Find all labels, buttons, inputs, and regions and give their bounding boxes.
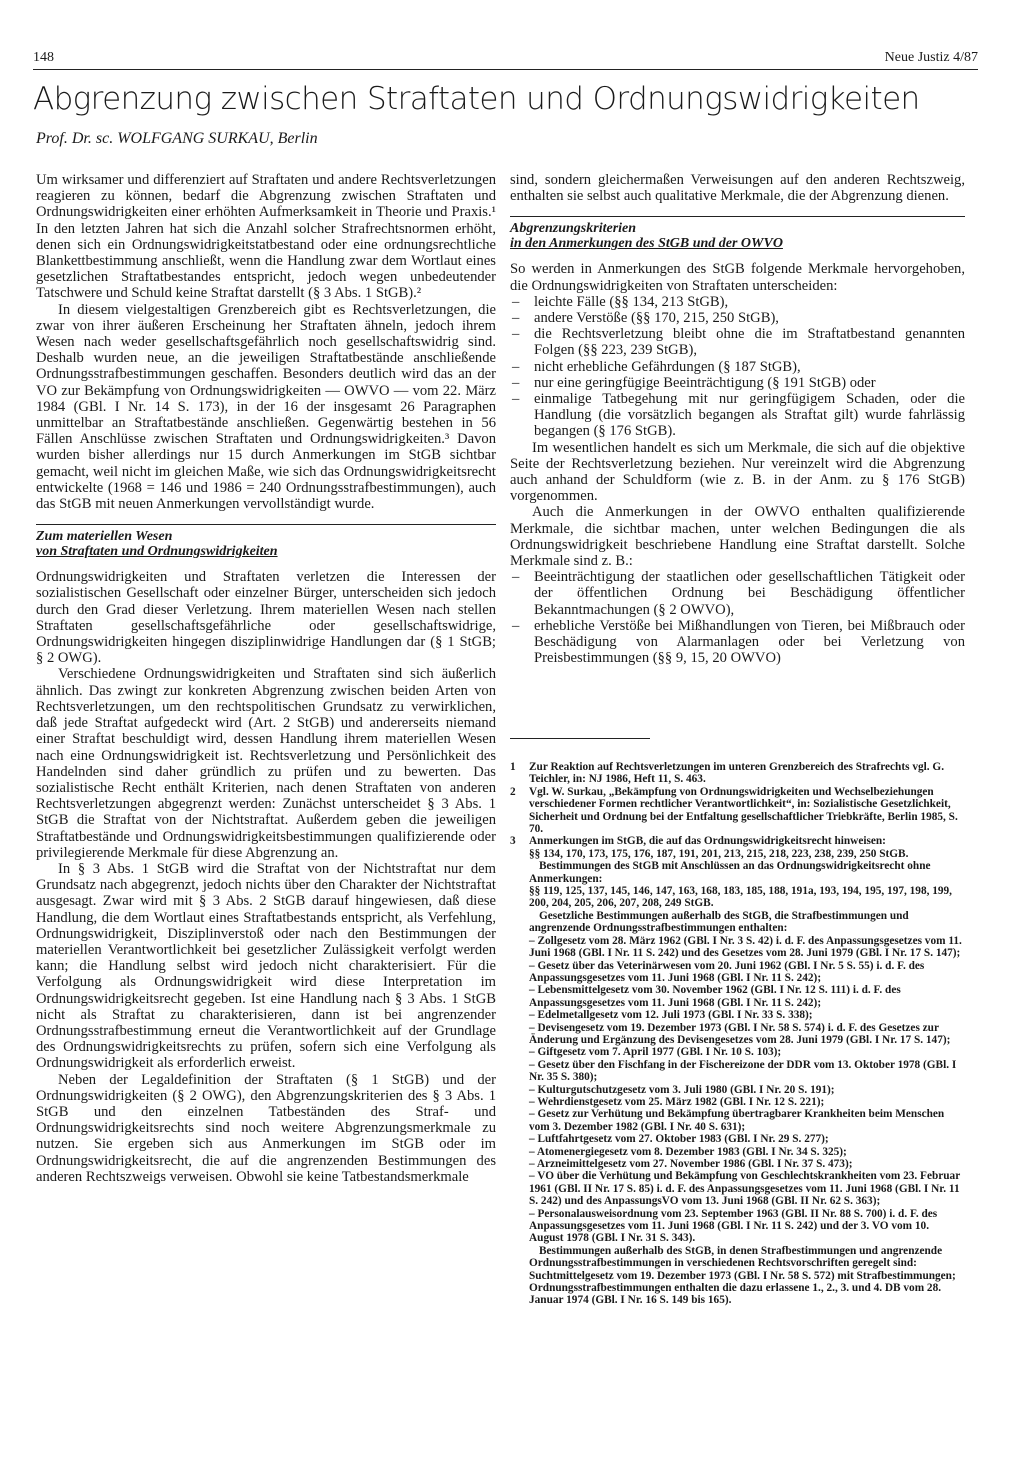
footnote-text: Zur Reaktion auf Rechtsverletzungen im unteren Grenzbereich des Strafrechts vgl. G. Teichler, in: NJ 1986, Heft 11, S. 463. <box>529 761 945 786</box>
statute-item: – Zollgesetz vom 28. März 1962 (GBl. I Nr. 3 S. 42) i. d. F. des Anpassungsgesetzes vom 11. Juni 1968 (GBl. I Nr. 11 S. 242) und des Gesetzes vom 28. Juni 1979 (GBl. I Nr. 17 S. 147); <box>529 934 962 960</box>
footnote-text: Vgl. W. Surkau, „Bekämpfung von Ordnungswidrigkeiten und Wechselbeziehungen verschiedener Formen rechtlicher Verantwortlichkeit“, in: Sozialistische Gesetzlichkeit, Sicherheit und Ordnung bei der Entfaltung gesellschaftlicher Triebkräfte, Berlin 1985, S. 70. <box>529 785 958 836</box>
statute-item: – Personalausweisordnung vom 23. September 1963 (GBl. II Nr. 88 S. 700) i. d. F. des Anpassungsgesetzes vom 11. Juni 1968 (GBl. I Nr. 11 S. 242) und der 3. VO vom 10. August 1978 (GBl. I Nr. 31 S. 343). <box>529 1207 938 1245</box>
section-heading-1 <box>36 524 496 559</box>
paragraph: Auch die Anmerkungen in der OWVO enthalten qualifizierende Merkmale, die sichtbar machen, unter welchen Bedingungen die als Ordnungswidrigkeit beschriebene Handlung eine Straftat darstellt. Solche Merkmale sind z. B.: <box>510 504 965 570</box>
heading-line: von Straftaten und Ordnungswidrigkeiten <box>36 544 278 560</box>
footnote-3 <box>510 835 965 847</box>
paragraph: sind, sondern gleichermaßen Verweisungen auf den anderen Rechtszweig, enthalten sie selbst auch qualitative Merkmale, die der Abgrenzung dienen. <box>510 172 965 205</box>
criteria-list-owvo <box>510 569 965 666</box>
paragraph: Verschiedene Ordnungswidrigkeiten und Straftaten sind sich äußerlich ähnlich. Das zwingt zur konkreten Abgrenzung zwischen beiden Arten von Rechtsverletzungen, um den rechtspolitischen Grundsatz zu verwirklichen, daß jede Straftat aufgedeckt wird (Art. 2 StGB) und andererseits niemand einer Straftat beschuldigt wird, dessen Handlung ihrem materiellen Wesen nach eine Ordnungswidrigkeit ist. Rechtsverletzung und Persönlichkeit des Handelnden sind daher gründlich zu prüfen und zu bewerten. Das sozialistische Recht enthält Kriterien, nach denen Straftaten von anderen Rechtsverletzungen abgegrenzt werden: Zunächst unterscheidet § 3 Abs. 1 StGB die Straftat von der Nichtstraftat. Außerdem geben die jeweiligen Straftatbestände und Ordnungswidrigkeitsbestimmungen qualifizierende oder privilegierende Merkmale für diese Abgrenzung an. <box>36 666 496 861</box>
footnote-number: 1 <box>510 761 516 773</box>
statute-item: – Gesetz über das Veterinärwesen vom 20. Juni 1962 (GBl. I Nr. 5 S. 55) i. d. F. des Anpassungsgesetzes vom 11. Juni 1968 (GBl. I Nr. 11 S. 242); <box>529 959 925 984</box>
footnote-3-body <box>510 848 965 1307</box>
list-item: – Beeinträchtigung der staatlichen oder gesellschaftlichen Tätigkeit oder der öffentlichen Ordnung bei Beschädigung öffentlicher Bekanntmachungen (§ 2 OWVO), <box>510 569 965 618</box>
statute-item: – Wehrdienstgesetz vom 25. März 1982 (GBl. I Nr. 12 S. 221); <box>529 1095 825 1108</box>
paragraph: Ordnungswidrigkeiten und Straftaten verletzen die Interessen der sozialistischen Gesellschaft oder einzelner Bürger, unterscheiden sich jedoch durch den Grad dieser Verletzung. Ihrem materiellen Wesen nach stellen Straftaten gesellschaftsgefährliche oder gesellschaftswidrige, Ordnungswidrigkeiten hingegen disziplinwidrige Handlungen dar (§ 1 StGB; § 2 OWG). <box>36 569 496 667</box>
list-item: – nicht erhebliche Gefährdungen (§ 187 StGB), <box>510 359 965 375</box>
right-column <box>510 172 965 666</box>
statute-item: – Edelmetallgesetz vom 12. Juli 1973 (GBl. I Nr. 33 S. 338); <box>529 1009 813 1022</box>
footnote-heading: Gesetzliche Bestimmungen außerhalb des StGB, die Strafbestimmungen und angrenzende Ordnungsstrafbestimmungen enthalten: <box>529 909 909 935</box>
list-item: – die Rechtsverletzung bleibt ohne die im Straftatbestand genannten Folgen (§§ 223, 239 StGB), <box>510 326 965 358</box>
footnote-text: §§ 119, 125, 137, 145, 146, 147, 163, 168, 183, 185, 188, 191a, 193, 194, 195, 197, 198, 199, 200, 204, 205, 206, 207, 208, 249 StGB. <box>529 885 953 910</box>
list-item: – andere Verstöße (§§ 170, 215, 250 StGB), <box>510 310 965 326</box>
journal-issue: Neue Justiz 4/87 <box>884 50 978 65</box>
footnote-heading: Bestimmungen des StGB mit Anschlüssen an das Ordnungswidrigkeitsrecht ohne Anmerkungen: <box>529 860 931 885</box>
heading-line: Abgrenzungskriterien <box>510 221 637 237</box>
paragraph: Um wirksamer und differenziert auf Straftaten und andere Rechtsverletzungen reagieren zu können, bedarf die Abgrenzung zwischen Straftaten und Ordnungswidrigkeiten einer erhöhten Aufmerksamkeit in Theorie und Praxis.¹ In den letzten Jahren hat sich die Anzahl solcher Strafrechtsnormen erhöht, denen sich ein Ordnungswidrigkeitstatbestand oder eine ordnungsrechtliche Blankettbestimmung anschließt, wenn die Handlung zwar dem Wortlaut eines gesetzlichen Straftatbestandes entspricht, jedoch wegen unbedeutender Tatschwere und Schuld keine Straftat darstellt (§ 3 Abs. 1 StGB).² <box>36 172 496 302</box>
section-heading-2 <box>510 216 965 251</box>
statute-item: – Devisengesetz vom 19. Dezember 1973 (GBl. I Nr. 58 S. 574) i. d. F. des Gesetzes zur Änderung und Ergänzung des Devisengesetzes vom 28. Juni 1979 (GBl. I Nr. 17 S. 147); <box>529 1021 951 1046</box>
heading-line: in den Anmerkungen des StGB und der OWVO <box>510 236 783 252</box>
article-title: Abgrenzung zwischen Straftaten und Ordnungswidrigkeiten <box>33 81 920 117</box>
list-item: – einmalige Tatbegehung mit nur geringfügigem Schaden, oder die Handlung (die vorsätzlich begangen als Straftat gilt) wurde fahrlässig begangen (§ 176 StGB). <box>510 391 965 440</box>
statute-item: – Gesetz zur Verhütung und Bekämpfung übertragbarer Krankheiten beim Menschen vom 3. Dezember 1982 (GBl. I Nr. 40 S. 631); <box>529 1108 945 1133</box>
statute-item: – Gesetz über den Fischfang in der Fischereizone der DDR vom 13. Oktober 1978 (GBl. I Nr. 35 S. 380); <box>529 1058 957 1084</box>
footnote-text: Suchtmittelgesetz vom 19. Dezember 1973 (GBl. I Nr. 58 S. 572) mit Strafbestimmungen; Ordnungsstrafbestimmungen enthalten die dazu erlassene 1., 2., 3. und 4. DB vom 28. Januar 1974 (GBl. I Nr. 16 S. 149 bis 165). <box>529 1269 956 1307</box>
header-rule <box>33 69 978 70</box>
footnote-number: 3 <box>510 835 516 848</box>
paragraph: In § 3 Abs. 1 StGB wird die Straftat von der Nichtstraftat nur dem Grundsatz nach abgegrenzt, jedoch nichts über den Charakter der Nichtstraftat ausgesagt. Zwar wird mit § 3 Abs. 2 StGB darauf hingewiesen, daß diese Handlung, die dem Wortlaut eines Straftatbestands entspricht, als Verfehlung, Ordnungswidrigkeit, Disziplinverstoß oder nach den Bestimmungen der materiellen Verantwortlichkeit bei gesetzlicher Zulässigkeit verfolgt werden kann; die Handlung selbst wird jedoch nicht charakterisiert. Für die Verfolgung als Ordnungswidrigkeit wird diese Interpretation im Ordnungswidrigkeitsrecht gegeben. Ist eine Handlung nach § 3 Abs. 1 StGB nicht als Straftat zu charakterisieren, dann ist bei angrenzender Ordnungsstrafbestimmung erneut die Verantwortlichkeit auf der Grundlage des Ordnungswidrigkeitsrechts zu prüfen, sofern sich eine Verfolgung als Ordnungswidrigkeit als erforderlich erweist. <box>36 860 496 1072</box>
footnote-rule <box>510 738 650 739</box>
criteria-list-stgb <box>510 294 965 440</box>
footnote-2 <box>510 786 965 836</box>
statute-item: – Lebensmittelgesetz vom 30. November 1962 (GBl. I Nr. 12 S. 111) i. d. F. des Anpassungsgesetzes vom 11. Juni 1968 (GBl. I Nr. 11 S. 242); <box>529 984 901 1009</box>
left-column <box>36 172 496 1185</box>
list-item: – nur eine geringfügige Beeinträchtigung (§ 191 StGB) oder <box>510 375 965 391</box>
statute-list <box>529 935 965 1245</box>
page-number: 148 <box>33 50 54 65</box>
heading-line: Zum materiellen Wesen <box>36 529 173 545</box>
statute-item: – Giftgesetz vom 7. April 1977 (GBl. I Nr. 10 S. 103); <box>529 1046 782 1059</box>
footnote-text: §§ 134, 170, 173, 175, 176, 187, 191, 201, 213, 215, 218, 223, 238, 239, 250 StGB. <box>529 847 909 860</box>
statute-item: – Luftfahrtgesetz vom 27. Oktober 1983 (GBl. I Nr. 29 S. 277); <box>529 1133 829 1146</box>
footnotes <box>510 738 965 1307</box>
statute-item: – Atomenergiegesetz vom 8. Dezember 1983 (GBl. I Nr. 34 S. 325); <box>529 1145 847 1158</box>
footnote-heading: Bestimmungen außerhalb des StGB, in denen Strafbestimmungen und angrenzende Ordnungsstrafbestimmungen in verschiedenen Rechtsvorschriften geregelt sind: <box>529 1244 943 1270</box>
list-item: – leichte Fälle (§§ 134, 213 StGB), <box>510 294 965 310</box>
paragraph: So werden in Anmerkungen des StGB folgende Merkmale hervorgehoben, die Ordnungswidrigkeiten von Straftaten unterscheiden: <box>510 261 965 294</box>
statute-item: – Kulturgutschutzgesetz vom 3. Juli 1980 (GBl. I Nr. 20 S. 191); <box>529 1083 835 1096</box>
list-item: – erhebliche Verstöße bei Mißhandlungen von Tieren, bei Mißbrauch oder Beschädigung von Alarmanlagen oder bei Verletzung von Preisbestimmungen (§§ 9, 15, 20 OWVO) <box>510 618 965 667</box>
running-head <box>33 50 978 68</box>
footnote-1 <box>510 761 965 786</box>
paragraph: In diesem vielgestaltigen Grenzbereich gibt es Rechtsverletzungen, die zwar von ihrer äußeren Erscheinung her Straftaten ähneln, jedoch ihrem Wesen nach weder gesellschaftsgefährlich noch gesellschaftswidrig sind. Deshalb wurden neue, an die jeweiligen Straftatbestände anschließende Ordnungsstrafbestimmungen geschaffen. Besonders deutlich wird das an der VO zur Bekämpfung von Ordnungswidrigkeiten — OWVO — vom 22. März 1984 (GBl. I Nr. 14 S. 173), in der 16 der insgesamt 26 Paragraphen unmittelbar an Straftatbestände anschließen. Gegenwärtig bestehen in 56 Fällen Anschlüsse zwischen Straftaten und Ordnungswidrigkeiten.³ Davon wurden bisher allerdings nur 15 durch Anmerkungen im StGB sichtbar gemacht, weil nicht im gleichen Maße, wie sich das Ordnungswidrigkeitsrecht entwickelte (1968 = 146 und 1986 = 240 Ordnungsstrafbestimmungen), auch das StGB mit neuen Anmerkungen vervollständigt wurde. <box>36 301 496 513</box>
article-author: Prof. Dr. sc. WOLFGANG SURKAU, Berlin <box>36 130 318 147</box>
paragraph: Im wesentlichen handelt es sich um Merkmale, die sich auf die objektive Seite der Rechtsverletzung beziehen. Nur vereinzelt wird die Abgrenzung auch anhand der Schuldform (wie z. B. in der Anm. zu § 176 StGB) vorgenommen. <box>510 439 965 505</box>
footnote-number: 2 <box>510 785 516 798</box>
footnote-heading: Anmerkungen im StGB, die auf das Ordnungswidrigkeitsrecht hinweisen: <box>529 835 886 848</box>
statute-item: – VO über die Verhütung und Bekämpfung von Geschlechtskrankheiten vom 23. Februar 1961 (GBl. II Nr. 17 S. 85) i. d. F. des Anpassungsgesetzes vom 11. Juni 1968 (GBl. I Nr. 11 S. 242) und des AnpassungsVO vom 13. Juni 1968 (GBl. II Nr. 62 S. 363); <box>529 1170 961 1208</box>
paragraph: Neben der Legaldefinition der Straftaten (§ 1 StGB) und der Ordnungswidrigkeiten (§ 2 OWG), den Abgrenzungskriterien des § 3 Abs. 1 StGB und den einzelnen Tatbeständen des Straf- und Ordnungswidrigkeitsrechts sind noch weitere Abgrenzungsmerkmale zu nutzen. Sie ergeben sich aus Anmerkungen im StGB oder im Ordnungswidrigkeitsrecht, die auf die angrenzenden Bestimmungen des anderen Rechtszweigs verweisen. Obwohl sie keine Tatbestandsmerkmale <box>36 1071 496 1185</box>
statute-item: – Arzneimittelgesetz vom 27. November 1986 (GBl. I Nr. 37 S. 473); <box>529 1158 853 1170</box>
